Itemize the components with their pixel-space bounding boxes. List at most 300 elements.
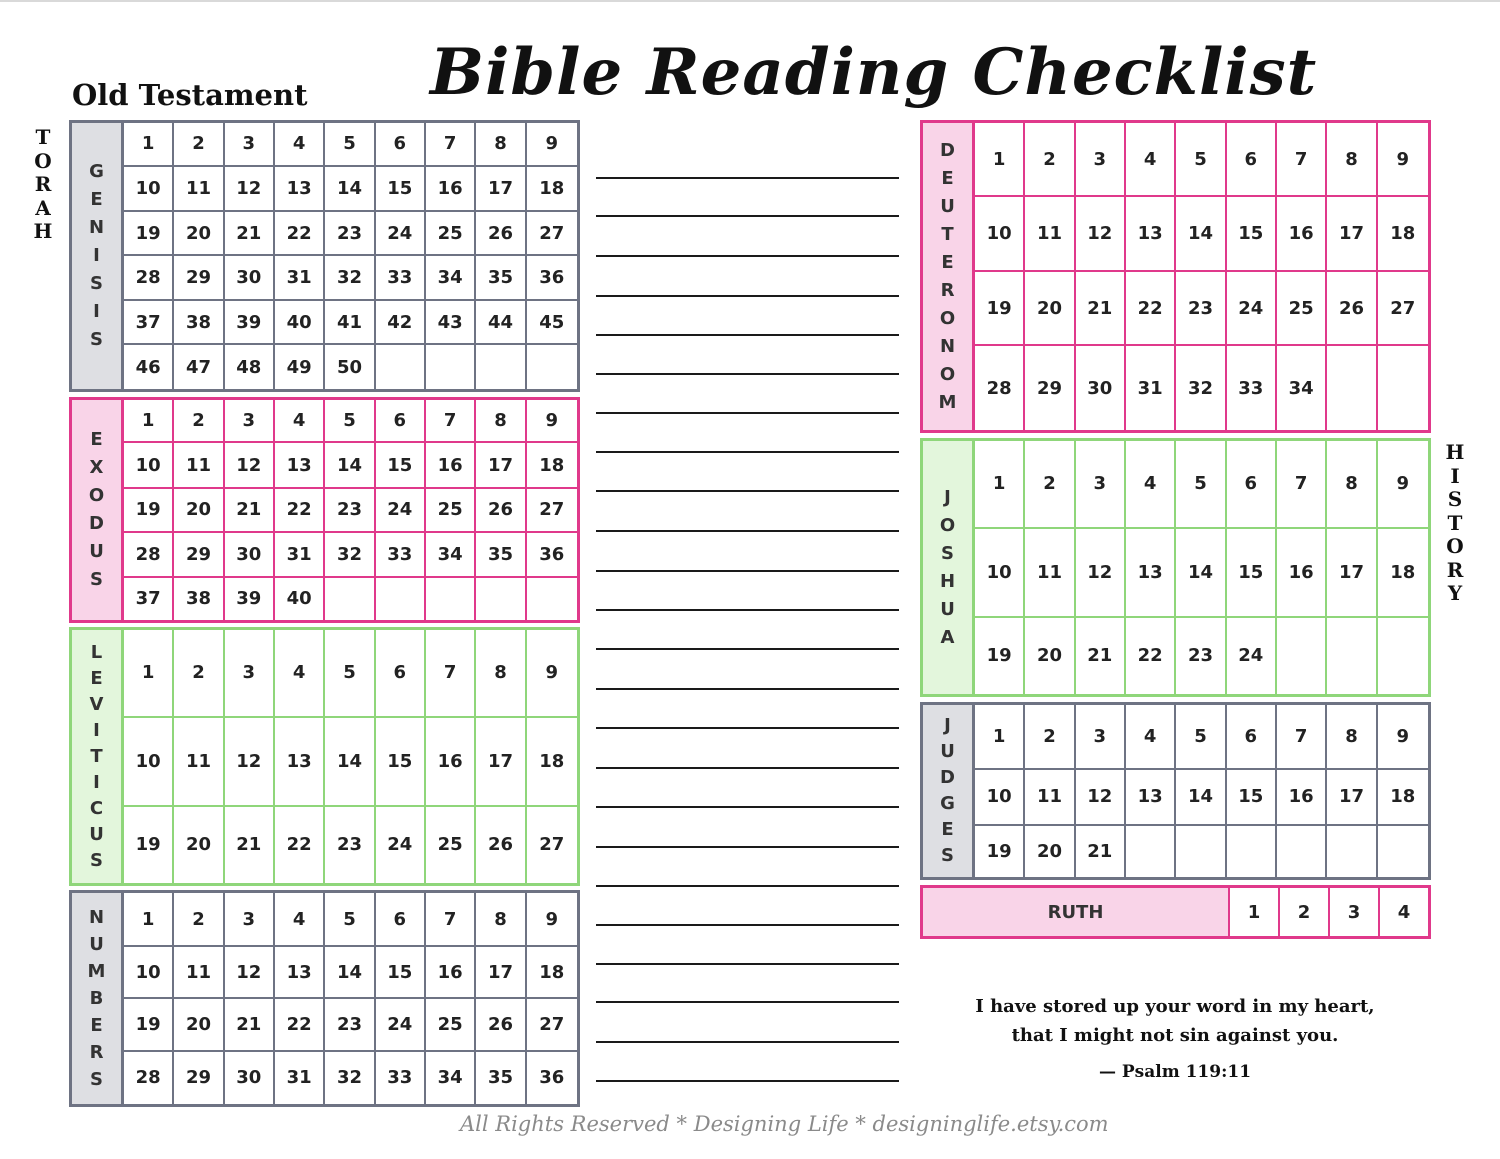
chapter-cell[interactable]: 8 bbox=[1327, 705, 1377, 770]
chapter-cell[interactable]: 12 bbox=[225, 167, 275, 212]
chapter-cell[interactable] bbox=[1378, 346, 1428, 430]
chapter-cell[interactable]: 7 bbox=[1277, 705, 1327, 770]
chapter-cell[interactable]: 13 bbox=[275, 443, 325, 488]
chapter-cell[interactable]: 28 bbox=[124, 1052, 174, 1104]
chapter-cell[interactable]: 18 bbox=[527, 718, 577, 807]
chapter-cell[interactable]: 3 bbox=[225, 123, 275, 167]
chapter-cell[interactable]: 36 bbox=[539, 1067, 565, 1089]
chapter-cell[interactable]: 26 bbox=[476, 807, 526, 883]
chapter-cell[interactable]: 21 bbox=[225, 807, 275, 883]
chapter-cell[interactable] bbox=[1378, 826, 1428, 877]
chapter-cell[interactable]: 1 bbox=[124, 400, 174, 443]
chapter-cell[interactable]: 18 bbox=[527, 167, 577, 212]
chapter-cell[interactable]: 7 bbox=[426, 123, 476, 167]
chapter-cell[interactable] bbox=[325, 578, 375, 620]
chapter-cell[interactable]: 4 bbox=[275, 400, 325, 443]
chapter-cell[interactable]: 11 bbox=[174, 947, 224, 999]
chapter-cell[interactable]: 9 bbox=[527, 630, 577, 718]
chapter-cell[interactable]: 28 bbox=[975, 346, 1025, 430]
chapter-cell[interactable]: 4 bbox=[1126, 123, 1176, 197]
chapter-cell[interactable]: 7 bbox=[426, 893, 476, 947]
chapter-cell[interactable]: 26 bbox=[476, 489, 526, 533]
chapter-cell[interactable]: 17 bbox=[476, 167, 526, 212]
chapter-cell[interactable]: 26 bbox=[476, 999, 526, 1051]
chapter-cell[interactable]: 8 bbox=[476, 400, 526, 443]
writing-line[interactable] bbox=[596, 177, 899, 179]
book-name-letter: T bbox=[90, 745, 103, 767]
chapter-cell[interactable]: 33 bbox=[376, 1052, 426, 1104]
chapter-cell[interactable]: 25 bbox=[426, 999, 476, 1051]
chapter-cell[interactable]: 19 bbox=[124, 999, 174, 1051]
writing-line[interactable] bbox=[596, 609, 899, 611]
chapter-cell[interactable]: 23 bbox=[1176, 618, 1226, 694]
book-name-letter: R bbox=[89, 1041, 104, 1063]
chapter-cell[interactable]: 40 bbox=[275, 578, 325, 620]
chapter-cell[interactable]: 16 bbox=[426, 718, 476, 807]
chapter-cell[interactable]: 6 bbox=[376, 123, 426, 167]
chapter-cell[interactable]: 22 bbox=[275, 999, 325, 1051]
chapter-cell[interactable]: 13 bbox=[275, 167, 325, 212]
chapter-cell[interactable]: 17 bbox=[476, 947, 526, 999]
chapter-cell[interactable]: 9 bbox=[1378, 123, 1428, 197]
chapter-cell[interactable]: 23 bbox=[1176, 272, 1226, 346]
chapter-cell[interactable]: 13 bbox=[1126, 529, 1176, 618]
chapter-cell[interactable]: 31 bbox=[275, 533, 325, 577]
chapter-cell[interactable]: 37 bbox=[124, 301, 174, 346]
chapter-cell[interactable]: 27 bbox=[527, 212, 577, 257]
chapter-cell[interactable]: 10 bbox=[124, 947, 174, 999]
chapter-cell[interactable]: 10 bbox=[124, 443, 174, 488]
chapter-cell[interactable]: 19 bbox=[124, 807, 174, 883]
chapter-cell[interactable]: 34 bbox=[426, 256, 476, 301]
chapter-cell[interactable]: 8 bbox=[476, 630, 526, 718]
chapter-cell[interactable]: 3 bbox=[225, 893, 275, 947]
chapter-cell[interactable]: 4 bbox=[1126, 705, 1176, 770]
chapter-cell[interactable]: 18 bbox=[527, 443, 577, 488]
chapter-cell[interactable]: 2 bbox=[1280, 888, 1330, 936]
chapter-cell[interactable]: 1 bbox=[124, 630, 174, 718]
chapter-cell[interactable]: 36 bbox=[527, 533, 577, 577]
chapter-cell[interactable] bbox=[1327, 618, 1377, 694]
chapter-cell[interactable]: 12 bbox=[1076, 197, 1126, 272]
chapter-cell[interactable]: 12 bbox=[1076, 529, 1126, 618]
chapter-cell[interactable]: 16 bbox=[1277, 770, 1327, 826]
chapter-cell[interactable]: 27 bbox=[527, 489, 577, 533]
chapter-cell[interactable]: 33 bbox=[376, 533, 426, 577]
writing-line[interactable] bbox=[596, 570, 899, 572]
chapter-cell[interactable]: 2 bbox=[174, 893, 224, 947]
book-name-letter: N bbox=[939, 335, 956, 357]
chapter-cell[interactable]: 1 bbox=[1230, 888, 1280, 936]
writing-line[interactable] bbox=[596, 767, 899, 769]
chapter-cell[interactable]: 16 bbox=[426, 167, 476, 212]
chapter-cell[interactable] bbox=[527, 345, 577, 389]
writing-line[interactable] bbox=[596, 727, 899, 729]
chapter-cell[interactable]: 14 bbox=[325, 443, 375, 488]
chapter-cell[interactable]: 3 bbox=[1076, 705, 1126, 770]
chapter-cell[interactable]: 13 bbox=[1126, 197, 1176, 272]
chapter-cell[interactable] bbox=[476, 345, 526, 389]
chapter-cell[interactable] bbox=[476, 578, 526, 620]
chapter-cell[interactable]: 28 bbox=[124, 533, 174, 577]
chapter-cell[interactable]: 23 bbox=[325, 999, 375, 1051]
chapter-cell[interactable]: 2 bbox=[1025, 123, 1075, 197]
chapter-cell[interactable]: 39 bbox=[225, 578, 275, 620]
writing-line[interactable] bbox=[596, 490, 899, 492]
verse-reference: — Psalm 119:11 bbox=[1098, 1062, 1252, 1082]
chapter-cell[interactable]: 20 bbox=[1025, 618, 1075, 694]
chapter-cell[interactable]: 3 bbox=[1076, 123, 1126, 197]
chapter-cell[interactable] bbox=[426, 345, 476, 389]
chapter-cell[interactable]: 12 bbox=[1076, 770, 1126, 826]
writing-line[interactable] bbox=[596, 451, 899, 453]
chapter-cell[interactable]: 22 bbox=[275, 212, 325, 257]
chapter-cell[interactable]: 29 bbox=[174, 533, 224, 577]
book-name-letter: E bbox=[941, 251, 954, 273]
chapter-cell[interactable]: 16 bbox=[426, 443, 476, 488]
writing-line[interactable] bbox=[596, 412, 899, 414]
writing-line[interactable] bbox=[596, 688, 899, 690]
chapter-cell[interactable]: 15 bbox=[376, 718, 426, 807]
writing-line[interactable] bbox=[596, 1001, 899, 1003]
chapter-cell[interactable] bbox=[1176, 826, 1226, 877]
chapter-cell[interactable]: 48 bbox=[225, 345, 275, 389]
chapter-cell[interactable]: 20 bbox=[174, 999, 224, 1051]
chapter-cell[interactable]: 20 bbox=[174, 212, 224, 257]
chapter-cell[interactable] bbox=[376, 578, 426, 620]
chapter-cell[interactable]: 6 bbox=[1227, 441, 1277, 529]
chapter-cell[interactable]: 14 bbox=[1176, 197, 1226, 272]
chapter-cell[interactable]: 25 bbox=[426, 212, 476, 257]
writing-line[interactable] bbox=[596, 530, 899, 532]
chapter-cell[interactable]: 16 bbox=[1277, 197, 1327, 272]
chapter-cell[interactable]: 4 bbox=[275, 123, 325, 167]
chapter-cell[interactable]: 20 bbox=[1025, 826, 1075, 877]
chapter-cell[interactable]: 12 bbox=[225, 947, 275, 999]
chapter-cell[interactable]: 19 bbox=[124, 489, 174, 533]
book-name-letter: E bbox=[941, 167, 954, 189]
chapter-cell[interactable]: 29 bbox=[174, 1052, 224, 1104]
chapter-cell[interactable]: 35 bbox=[476, 256, 526, 301]
chapter-cell[interactable]: 15 bbox=[1227, 770, 1277, 826]
chapter-cell[interactable]: 17 bbox=[476, 443, 526, 488]
chapter-cell[interactable]: 18 bbox=[527, 947, 577, 999]
chapter-cell[interactable]: 10 bbox=[124, 167, 174, 212]
chapter-cell[interactable]: 18 bbox=[1378, 197, 1428, 272]
chapter-cell[interactable]: 6 bbox=[376, 630, 426, 718]
chapter-cell[interactable]: 1 bbox=[975, 441, 1025, 529]
chapter-cell[interactable]: 22 bbox=[275, 489, 325, 533]
chapter-cell[interactable]: 11 bbox=[174, 167, 224, 212]
chapter-cell[interactable]: 10 bbox=[124, 718, 174, 807]
book-name-letter: D bbox=[940, 139, 955, 161]
chapter-cell[interactable]: 26 bbox=[476, 212, 526, 257]
chapter-cell[interactable]: 11 bbox=[1025, 770, 1075, 826]
chapter-cell[interactable]: 17 bbox=[1327, 529, 1377, 618]
chapter-cell[interactable]: 47 bbox=[174, 345, 224, 389]
chapter-cell[interactable]: 35 bbox=[476, 1052, 526, 1104]
chapter-cell[interactable] bbox=[376, 345, 426, 389]
chapter-cell[interactable]: 5 bbox=[325, 123, 375, 167]
chapter-cell[interactable]: 45 bbox=[527, 301, 577, 346]
chapter-cell[interactable]: 18 bbox=[1378, 529, 1428, 618]
chapter-cell[interactable]: 8 bbox=[476, 893, 526, 947]
chapter-cell[interactable]: 14 bbox=[1176, 770, 1226, 826]
chapter-cell[interactable]: 10 bbox=[975, 197, 1025, 272]
chapter-cell[interactable]: 19 bbox=[975, 826, 1025, 877]
chapter-cell[interactable]: 2 bbox=[1025, 705, 1075, 770]
chapter-cell[interactable]: 28 bbox=[124, 256, 174, 301]
chapter-cell[interactable]: 8 bbox=[476, 123, 526, 167]
label-letter: H bbox=[1445, 440, 1465, 464]
chapter-cell[interactable]: 7 bbox=[1277, 441, 1327, 529]
chapter-cell[interactable]: 9 bbox=[1378, 705, 1428, 770]
chapter-cell[interactable]: 1 bbox=[975, 705, 1025, 770]
chapter-cell[interactable] bbox=[426, 578, 476, 620]
chapter-cell[interactable]: 32 bbox=[325, 533, 375, 577]
chapter-cell[interactable]: 21 bbox=[1076, 826, 1126, 877]
chapter-cell[interactable]: 39 bbox=[225, 301, 275, 346]
chapter-cell[interactable]: 15 bbox=[376, 443, 426, 488]
chapter-cell[interactable]: 25 bbox=[426, 807, 476, 883]
chapter-cell[interactable]: 33 bbox=[1227, 346, 1277, 430]
chapter-cell[interactable]: 3 bbox=[225, 630, 275, 718]
chapter-cell[interactable] bbox=[1378, 618, 1428, 694]
chapter-cell[interactable]: 25 bbox=[1277, 272, 1327, 346]
chapter-cell[interactable]: 7 bbox=[426, 400, 476, 443]
chapter-cell[interactable]: 31 bbox=[275, 256, 325, 301]
chapter-cell[interactable]: 30 bbox=[225, 1052, 275, 1104]
chapter-cell[interactable]: 5 bbox=[325, 630, 375, 718]
chapter-cell[interactable]: 6 bbox=[1227, 123, 1277, 197]
chapter-cell[interactable]: 7 bbox=[426, 630, 476, 718]
chapter-cell[interactable]: 24 bbox=[1227, 272, 1277, 346]
chapter-cell[interactable] bbox=[1277, 618, 1327, 694]
chapter-cell[interactable]: 2 bbox=[174, 630, 224, 718]
book-name-letter: O bbox=[939, 307, 956, 329]
chapter-cell[interactable]: 21 bbox=[225, 212, 275, 257]
chapter-cell[interactable]: 11 bbox=[174, 443, 224, 488]
chapter-cell[interactable]: 15 bbox=[376, 947, 426, 999]
chapter-cell[interactable]: 14 bbox=[1176, 529, 1226, 618]
chapter-cell[interactable] bbox=[1126, 826, 1176, 877]
chapter-cell[interactable]: 6 bbox=[376, 400, 426, 443]
chapter-cell[interactable]: 16 bbox=[1277, 529, 1327, 618]
chapter-cell[interactable]: 12 bbox=[225, 443, 275, 488]
chapter-cell[interactable]: 16 bbox=[426, 947, 476, 999]
chapter-cell[interactable]: 11 bbox=[174, 718, 224, 807]
chapter-cell[interactable]: 13 bbox=[275, 947, 325, 999]
chapter-cell[interactable]: 18 bbox=[1378, 770, 1428, 826]
chapter-cell[interactable]: 17 bbox=[476, 718, 526, 807]
chapter-cell[interactable]: 10 bbox=[975, 529, 1025, 618]
writing-line[interactable] bbox=[596, 334, 899, 336]
chapter-cell[interactable]: 19 bbox=[124, 212, 174, 257]
chapter-cell[interactable]: 19 bbox=[975, 618, 1025, 694]
chapter-cell[interactable]: 22 bbox=[275, 807, 325, 883]
writing-line[interactable] bbox=[596, 846, 899, 848]
chapter-cell[interactable]: 8 bbox=[1327, 123, 1377, 197]
chapter-cell[interactable] bbox=[1327, 346, 1377, 430]
chapter-cell[interactable]: 17 bbox=[1327, 770, 1377, 826]
chapter-cell[interactable]: 20 bbox=[174, 807, 224, 883]
book-genesis bbox=[69, 120, 580, 392]
chapter-cell[interactable]: 11 bbox=[1025, 529, 1075, 618]
chapter-cell[interactable]: 31 bbox=[275, 1052, 325, 1104]
writing-line[interactable] bbox=[596, 1041, 899, 1043]
writing-line[interactable] bbox=[596, 648, 899, 650]
writing-line[interactable] bbox=[596, 373, 899, 375]
chapter-cell[interactable]: 5 bbox=[325, 893, 375, 947]
chapter-cell[interactable]: 44 bbox=[476, 301, 526, 346]
chapter-cell[interactable]: 40 bbox=[275, 301, 325, 346]
chapter-cell[interactable]: 9 bbox=[527, 400, 577, 443]
chapter-cell[interactable]: 24 bbox=[376, 999, 426, 1051]
chapter-cell[interactable]: 20 bbox=[174, 489, 224, 533]
writing-line[interactable] bbox=[596, 806, 899, 808]
book-judges bbox=[920, 702, 1431, 880]
chapter-cell[interactable]: 32 bbox=[325, 1052, 375, 1104]
chapter-cell[interactable]: 21 bbox=[225, 489, 275, 533]
chapter-cell[interactable]: 27 bbox=[539, 834, 565, 856]
chapter-cell[interactable]: 21 bbox=[1076, 618, 1126, 694]
chapter-cell[interactable]: 13 bbox=[1126, 770, 1176, 826]
label-letter: R bbox=[1446, 557, 1464, 582]
chapter-cell[interactable]: 5 bbox=[1176, 123, 1226, 197]
chapter-cell[interactable]: 3 bbox=[1076, 441, 1126, 529]
chapter-cell[interactable]: 4 bbox=[275, 893, 325, 947]
chapter-cell[interactable]: 2 bbox=[174, 123, 224, 167]
chapter-cell[interactable]: 30 bbox=[225, 533, 275, 577]
chapter-cell[interactable]: 30 bbox=[1076, 346, 1126, 430]
writing-line[interactable] bbox=[596, 255, 899, 257]
chapter-cell[interactable]: 32 bbox=[325, 256, 375, 301]
chapter-cell[interactable]: 23 bbox=[325, 489, 375, 533]
chapter-cell[interactable]: 32 bbox=[1176, 346, 1226, 430]
chapter-cell[interactable]: 15 bbox=[1227, 529, 1277, 618]
copyright-footer: All Rights Reserved * Designing Life * designinglife.etsy.com bbox=[460, 1112, 1109, 1136]
writing-line[interactable] bbox=[596, 1080, 899, 1082]
chapter-cell[interactable]: 46 bbox=[124, 345, 174, 389]
chapter-cell[interactable]: 25 bbox=[426, 489, 476, 533]
writing-line[interactable] bbox=[596, 215, 899, 217]
chapter-cell[interactable]: 24 bbox=[1227, 618, 1277, 694]
chapter-cell[interactable]: 24 bbox=[376, 489, 426, 533]
writing-line[interactable] bbox=[596, 924, 899, 926]
chapter-cell[interactable]: 38 bbox=[174, 578, 224, 620]
chapter-cell[interactable]: 27 bbox=[527, 999, 577, 1051]
chapter-cell[interactable] bbox=[1277, 826, 1327, 877]
chapter-cell[interactable] bbox=[527, 578, 577, 620]
verse-line-1: I have stored up your word in my heart, bbox=[975, 996, 1375, 1017]
chapter-cell[interactable]: 43 bbox=[426, 301, 476, 346]
chapter-cell[interactable]: 2 bbox=[174, 400, 224, 443]
chapter-cell[interactable]: 4 bbox=[1397, 901, 1411, 923]
writing-line[interactable] bbox=[596, 963, 899, 965]
chapter-cell[interactable]: 5 bbox=[325, 400, 375, 443]
chapter-cell[interactable]: 9 bbox=[527, 893, 577, 947]
chapter-cell[interactable] bbox=[1227, 826, 1277, 877]
chapter-cell[interactable]: 29 bbox=[1025, 346, 1075, 430]
writing-line[interactable] bbox=[596, 295, 899, 297]
chapter-cell[interactable]: 11 bbox=[1025, 197, 1075, 272]
chapter-cell[interactable]: 4 bbox=[1126, 441, 1176, 529]
chapter-cell[interactable]: 27 bbox=[1378, 272, 1428, 346]
chapter-cell[interactable]: 21 bbox=[225, 999, 275, 1051]
chapter-cell[interactable]: 5 bbox=[1176, 705, 1226, 770]
writing-line[interactable] bbox=[596, 885, 899, 887]
chapter-cell[interactable] bbox=[1327, 826, 1377, 877]
chapter-cell[interactable]: 37 bbox=[124, 578, 174, 620]
book-name-letter: O bbox=[939, 363, 956, 385]
chapter-cell[interactable]: 17 bbox=[1327, 197, 1377, 272]
book-name-letter: G bbox=[89, 161, 104, 182]
page-title: Bible Reading Checklist bbox=[430, 35, 1318, 110]
chapter-cell[interactable]: 10 bbox=[975, 770, 1025, 826]
chapter-cell[interactable]: 26 bbox=[1327, 272, 1377, 346]
chapter-cell[interactable]: 2 bbox=[1025, 441, 1075, 529]
book-name-letter: I bbox=[93, 245, 100, 266]
chapter-cell[interactable]: 3 bbox=[225, 400, 275, 443]
chapter-cell[interactable]: 4 bbox=[275, 630, 325, 718]
chapter-cell[interactable]: 42 bbox=[376, 301, 426, 346]
chapter-cell[interactable]: 23 bbox=[325, 212, 375, 257]
chapter-cell[interactable]: 14 bbox=[325, 718, 375, 807]
chapter-cell[interactable]: 50 bbox=[325, 345, 375, 389]
chapter-cell[interactable]: 1 bbox=[124, 123, 174, 167]
chapter-cell[interactable]: 34 bbox=[426, 533, 476, 577]
chapter-cell[interactable]: 20 bbox=[1025, 272, 1075, 346]
chapter-cell[interactable]: 24 bbox=[376, 807, 426, 883]
chapter-cell[interactable]: 30 bbox=[225, 256, 275, 301]
chapter-cell[interactable]: 22 bbox=[1126, 272, 1176, 346]
chapter-cell[interactable]: 49 bbox=[275, 345, 325, 389]
chapter-cell[interactable]: 41 bbox=[325, 301, 375, 346]
chapter-cell[interactable]: 15 bbox=[376, 167, 426, 212]
chapter-cell[interactable]: 1 bbox=[975, 123, 1025, 197]
chapter-cell[interactable]: 8 bbox=[1327, 441, 1377, 529]
book-name-letter: V bbox=[89, 693, 104, 715]
chapter-cell[interactable]: 15 bbox=[1227, 197, 1277, 272]
chapter-cell[interactable]: 35 bbox=[476, 533, 526, 577]
chapter-cell[interactable]: 22 bbox=[1126, 618, 1176, 694]
chapter-cell[interactable]: 19 bbox=[975, 272, 1025, 346]
chapter-cell[interactable]: 14 bbox=[325, 167, 375, 212]
chapter-cell[interactable]: 13 bbox=[275, 718, 325, 807]
chapter-cell[interactable]: 24 bbox=[376, 212, 426, 257]
chapter-cell[interactable]: 14 bbox=[325, 947, 375, 999]
chapter-cell[interactable]: 1 bbox=[124, 893, 174, 947]
chapter-cell[interactable]: 34 bbox=[426, 1052, 476, 1104]
chapter-cell[interactable]: 33 bbox=[376, 256, 426, 301]
book-name-letter: E bbox=[941, 819, 954, 840]
chapter-cell[interactable]: 21 bbox=[1076, 272, 1126, 346]
chapter-cell[interactable]: 29 bbox=[174, 256, 224, 301]
chapter-cell[interactable]: 7 bbox=[1277, 123, 1327, 197]
chapter-cell[interactable]: 34 bbox=[1277, 346, 1327, 430]
chapter-cell[interactable]: 38 bbox=[174, 301, 224, 346]
chapter-cell[interactable]: 12 bbox=[225, 718, 275, 807]
chapter-cell[interactable]: 3 bbox=[1330, 888, 1380, 936]
chapter-cell[interactable]: 9 bbox=[1378, 441, 1428, 529]
chapter-cell[interactable]: 5 bbox=[1176, 441, 1226, 529]
chapter-cell[interactable]: 36 bbox=[527, 256, 577, 301]
chapter-cell[interactable]: 31 bbox=[1126, 346, 1176, 430]
chapter-cell[interactable]: 9 bbox=[527, 123, 577, 167]
chapter-cell[interactable]: 6 bbox=[1227, 705, 1277, 770]
chapter-cell[interactable]: 23 bbox=[325, 807, 375, 883]
chapter-cell[interactable]: 6 bbox=[376, 893, 426, 947]
